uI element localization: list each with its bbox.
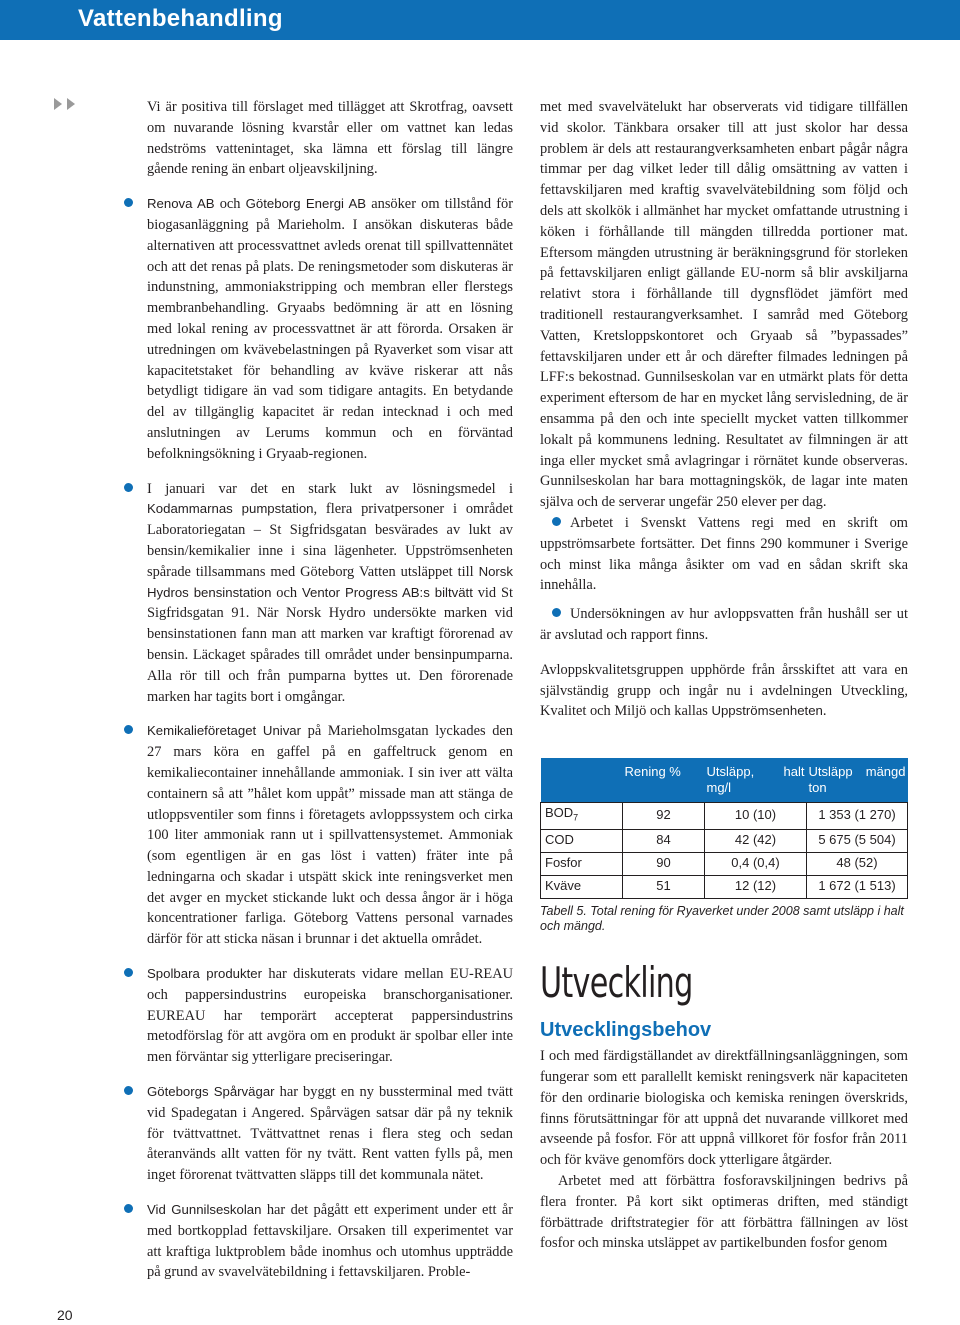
table-cell: 92 — [623, 803, 705, 829]
bullet-item — [540, 604, 908, 646]
table-cell: COD — [541, 829, 623, 852]
table-row — [541, 803, 908, 829]
table-cell: 84 — [623, 829, 705, 852]
page-title: Vattenbehandling — [78, 5, 283, 32]
table-cell: 42 (42) — [705, 829, 807, 852]
table-header: Rening % — [623, 758, 705, 803]
header-band — [0, 0, 960, 40]
emphasis: Kodammarnas pumpstation — [147, 501, 314, 517]
paragraph — [540, 660, 908, 722]
text: , flera privatpersoner i området Laboratoriegatan – St Sigfridsgatan besvärades av lukt av bensin/kemikalier inne i sina lägenheter. Uppströmsenheten spårade tillsammans med Göteborg Vatten utsläppet till — [147, 501, 514, 580]
arrow-right-icon — [54, 98, 62, 110]
bullet-item — [147, 479, 513, 708]
text: . — [822, 703, 827, 720]
paragraph: Arbetet med att förbättra fosforavskiljningen bedrivs på flera fronter. På kort sikt optimeras driften, med ständigt förbättrade driftstrategier för att förbättra fällningen av löst fosfor och minska utsläppet av partikelbunden fosfor genom — [540, 1173, 908, 1252]
emphasis: Vid Gunnilseskolan — [147, 1202, 262, 1218]
page-number: 20 — [57, 1307, 73, 1323]
row-label: BOD — [545, 805, 574, 821]
table-cell: 90 — [623, 852, 705, 875]
bullet-icon — [124, 1204, 133, 1213]
paragraph: Vi är positiva till förslaget med tillägget att Skrotfrag, oavsett om nuvarande lösning kvarstår eller om vattnet kan ledas nedströms vattenintaget, ska lämna ett förslag till längre gående rening än enbart oljeavskiljning. — [147, 99, 513, 178]
table-cell — [541, 803, 623, 829]
paragraph: I och med färdigställandet av direktfällningsanläggningen, som fungerar som ett parallellt kemiskt reningsverk när kapaciteten för den ordinarie biologiska och kemiska reningen överskrids, finns förutsättningar för att uppnå det nuvarande villkoret med avseende på fosfor. För att uppnå villkoret för fosfor från 2011 och för kväve genomförs dock ytterligare åtgärder. — [540, 1048, 908, 1169]
text: har diskuterats vidare mellan EU-REAU och pappersindustrins europeiska branschorganisationer. EUREAU har temporärt accepterat pappersindustrins metodförslag för att avgöra om en produkt är spolbar eller inte men förväntar sig ytterligare preciseringar. — [147, 966, 513, 1066]
text: och — [214, 196, 246, 213]
table-caption: Tabell 5. Total rening för Ryaverket under 2008 samt utsläpp i halt och mängd. — [540, 903, 904, 933]
table-cell: 10 (10) — [705, 803, 807, 829]
emphasis: Norsk Hydros bensinstation — [147, 563, 513, 600]
bullet-icon — [124, 968, 133, 977]
bullet-icon — [552, 608, 561, 617]
emphasis: Renova AB — [147, 196, 215, 212]
bullet-item — [147, 964, 513, 1068]
emphasis: Uppströmsenheten — [711, 703, 823, 719]
text: har det pågått ett experiment under ett år med bortkopplad fettavskiljare. Orsaken till experimentet var att kraftiga luktproblem både inomhus och utomhus uppträdde på grund av svavelvätebildning i fettavskiljaren. Proble- — [147, 1202, 513, 1281]
table-cell: 51 — [623, 875, 705, 898]
table-cell: 5 675 (5 504) — [807, 829, 908, 852]
emphasis: Spolbara produkter — [147, 966, 262, 982]
bullet-icon — [124, 483, 133, 492]
section-heading: Utveckling — [540, 957, 693, 1007]
text: ansöker om tillstånd för biogasanläggning på Marieholm. I ansökan diskuteras både alternativen att processvattnet avleds orenat till spillvattennätet och att det renas på plats. De reningsmetoder som diskuteras är indunstning, ammoniakstripping och membran eller flerstegs membranbehandling. Gryaabs bedömning är att en lösning med lokal rening av processvattnet är att förorda. Orsaken är utredningen om kvävebelastningen på Ryaverket som visar att kapacitetstaket för behandling av kväve riskerar att nås betydligt tidigare än vad som tidigare antagits. En betydande del av tillgänglig kapacitet är redan intecknad i och med anslutningen av Lerums kommun och en förväntad befolkningsökning i Gryaab-regionen. — [147, 196, 514, 462]
table-header: Utsläpp, halt mg/l — [705, 758, 807, 803]
bullet-item — [147, 1200, 513, 1283]
text: vid St Sigfridsgatan 91. När Norsk Hydro undersökte marken vid bensinstationen fann man att marken var kraftigt förorenad av bensin. Läckaget spårades till området under bensinpumparna. Alla rör till och från pumparna byttes ut. Den förorenade marken har tagits bort i omgångar. — [147, 584, 513, 705]
results-table — [540, 758, 908, 898]
text: på Marieholmsgatan lyckades den 27 mars köra en gaffel på en gaffeltruck genom en kemikaliecontainer innehållande ammoniak. I sin iver att välta containern så att ”hålet kom uppåt” missade man att stänga de utloppsventiler som finns i företagets avloppssystem och cirka 100 liter ammoniak rann ut i spillvattensystemet. Ammoniak (som egentligen är en gas löst i vatten) fräter inte på ledningarna och skadar i utspätt skick inte reningsverket men det avger en mycket stickande lukt och dessa ångor är i höga koncentrationer farliga. Göteborg Vattens personal varnades därför för att sticka näsan i brunnar i det aktuella området. — [147, 723, 513, 948]
bullet-icon — [124, 198, 133, 207]
results-table-wrap — [540, 758, 908, 933]
table-cell: Fosfor — [541, 852, 623, 875]
table-cell: Kväve — [541, 875, 623, 898]
emphasis: Kemikalieföretaget Univar — [147, 723, 302, 739]
text: har byggt en ny bussterminal med tvätt vid Spadegatan i Angered. Spårvägen satsar där på ny teknik för tvättvattnet. Tvättvattnet renas i flera steg och sedan återanvänds allt vatten för ny tvätt. Rent vatten fylls på, men inget förorenat tvättvatten släpps till det kommunala nätet. — [147, 1084, 513, 1184]
bullet-item — [540, 513, 908, 596]
subsection-heading: Utvecklingsbehov — [540, 1018, 712, 1041]
text: Undersökningen av hur avloppsvatten från hushåll ser ut är avslutad och rapport finns. — [540, 606, 908, 643]
text: Arbetet i Svenskt Vattens regi med en skrift om uppströmsarbete fortsätter. Det finns 290 kommuner i Sverige och minst lika många åsikter om vad en sådan skrift ska innehålla. — [540, 514, 908, 594]
table-cell: 1 672 (1 513) — [807, 875, 908, 898]
bullet-item — [147, 721, 513, 950]
bullet-icon — [124, 1086, 133, 1095]
bullet-item — [147, 194, 513, 464]
left-column — [147, 97, 513, 1283]
text: och — [271, 584, 302, 601]
bullet-item — [147, 1082, 513, 1186]
table-cell: 48 (52) — [807, 852, 908, 875]
table-cell: 0,4 (0,4) — [705, 852, 807, 875]
text: Avloppskvalitetsgruppen upphörde från årsskiftet att vara en självständig grupp och ingår nu i avdelningen Utveckling, Kvalitet och Miljö och kallas — [540, 661, 908, 720]
text: I januari var det en stark lukt av lösningsmedel i — [147, 480, 513, 497]
table-header-row — [541, 758, 908, 803]
table-row — [541, 875, 908, 898]
paragraph: met med svavelvätelukt har observerats vid tidigare tillfällen vid skolor. Tänkbara orsaker till att just skolor har dessa problem är dels att restaurangverksamheten enbart pågår några timmar per dag vilket leder till dålig omsättning av vatten i fettavskiljaren med kraftig svavelvätebildning som följd och dels att skolkök i allmänhet har mycket omfattande utrustning i köken i förhållande till mängden tillredda portioner mat. Eftersom mängden utrustning är beräkningsgrund för storleken på fettavskiljaren enligt gällande EU-norm så blir avskiljarna relativt stora i förhållande till dygnsflödet jämfört med traditionell restaurangverksamhet. I samråd med Göteborg Vatten, Kretsloppskontoret och Gryaab så ”bypassades” fettavskiljaren under ett år och därefter filmades ledningen på LFF:s bekostnad. Gunnilseskolan var en utmärkt plats för detta experiment eftersom de har en mycket lång servisledning, de är ensamma på den och inte speciellt mycket vatten tillkommer lokalt på kommunens ledning. Resultatet av filmningen är att inga eller mycket små avlagringar i rörnätet kunde observeras. Gunnilseskolan har bara mottagningskök, de lagar inte maten själva och de serverar ungefär 250 elever per dag. — [540, 99, 908, 511]
table-header — [541, 758, 623, 803]
emphasis: Göteborgs Spårvägar — [147, 1084, 275, 1100]
nav-arrows — [54, 97, 80, 115]
right-column — [540, 97, 908, 1254]
emphasis: Göteborg Energi AB — [245, 196, 367, 212]
table-cell: 12 (12) — [705, 875, 807, 898]
arrow-right-icon — [67, 98, 75, 110]
emphasis: Ventor Progress AB:s biltvätt — [301, 584, 473, 600]
bullet-icon — [552, 517, 561, 526]
bullet-icon — [124, 725, 133, 734]
table-row — [541, 829, 908, 852]
row-label-subscript: 7 — [573, 812, 579, 823]
table-cell: 1 353 (1 270) — [807, 803, 908, 829]
table-header: Utsläpp mängd ton — [807, 758, 908, 803]
table-row — [541, 852, 908, 875]
